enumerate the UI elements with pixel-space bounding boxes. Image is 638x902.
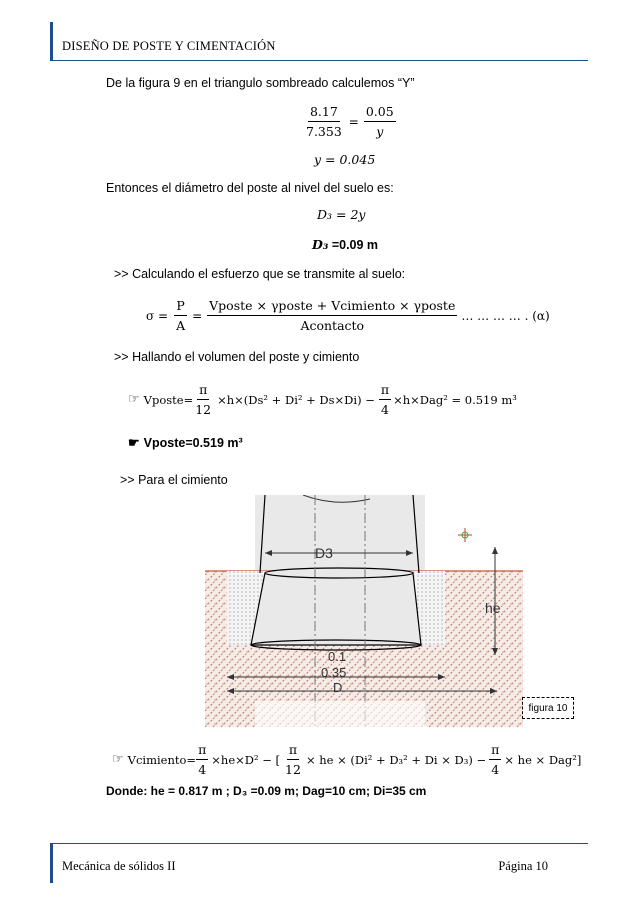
pointing-hand-icon: ☛ xyxy=(128,435,140,450)
fraction-pi-4-second: $\frac{\pi}{4}$ xyxy=(491,742,500,777)
footer-page-number: Página 10 xyxy=(498,859,548,873)
page-header-title: DISEÑO DE POSTE Y CIMENTACIÓN xyxy=(62,39,276,53)
pointing-hand-icon: ☞ xyxy=(112,752,124,767)
header-rule xyxy=(50,60,588,61)
step-volume-text: >> Hallando el volumen del poste y cimiento xyxy=(114,350,360,364)
foundation-figure xyxy=(205,495,523,727)
equation-vcimiento: ☞ Vcimiento= $\frac{\pi}{4}$ ×he×D² − [ $\frac{\pi}{12}$ × he × (Di² + D₃² + Di × D₃) − $\frac{\pi}{4}$ × he × Dag²] xyxy=(112,742,582,777)
pointing-hand-icon: ☞ xyxy=(128,392,140,407)
label-d3: D3 xyxy=(315,545,333,561)
equation-d3-result: D₃ =0.09 m xyxy=(312,237,379,252)
step-foundation-text: >> Para el cimiento xyxy=(120,473,228,487)
label-0-35: 0.35 xyxy=(321,665,347,680)
fraction-pi-12: $\frac{\pi}{12}$ xyxy=(195,382,212,417)
step-stress-text: >> Calculando el esfuerzo que se transmite al suelo: xyxy=(114,267,406,281)
fraction-pi-4: $\frac{\pi}{4}$ xyxy=(198,742,207,777)
equation-y: y = 0.045 xyxy=(314,152,376,167)
header-accent-bar xyxy=(50,22,53,60)
fraction-sigma-main: $\frac{\text{Vposte × γposte + Vcimiento × γposte}}{\text{Acontacto}}$ xyxy=(209,298,456,333)
equation-sigma: σ = $\frac{P}{A}$ = $\frac{\text{Vposte × γposte + Vcimiento × γposte}}{\text{Acontacto}}$ … … … … . (α) xyxy=(146,298,550,333)
equation-d3: D₃ = 2y xyxy=(317,207,366,222)
footer-accent-bar xyxy=(50,843,53,883)
fraction-left: $\frac{8.17}{7.353}$ xyxy=(306,104,342,139)
equation-vposte: ☞ Vposte= $\frac{\pi}{12}$ ×h×(Ds² + Di² + Ds×Di) − $\frac{\pi}{4}$ ×h×Dag² = 0.519 m³ xyxy=(128,382,517,417)
label-he: he xyxy=(485,600,501,616)
equation-ratio: $\frac{8.17}{7.353}$ = $\frac{0.05}{y}$ xyxy=(306,104,394,139)
fraction-right: $\frac{0.05}{y}$ xyxy=(365,104,394,139)
vposte-result: ☛ Vposte=0.519 m³ xyxy=(128,435,243,450)
label-0-1: 0.1 xyxy=(328,649,347,664)
fraction-p-a: $\frac{P}{A}$ xyxy=(176,298,186,333)
footer-course: Mecánica de sólidos II xyxy=(62,859,176,873)
donde-line: Donde: he = 0.817 m ; D₃ =0.09 m; Dag=10 cm; Di=35 cm xyxy=(106,784,427,798)
intro-text: De la figura 9 en el triangulo sombreado calculemos “Y” xyxy=(106,76,415,90)
footer-rule xyxy=(50,843,588,844)
diameter-text: Entonces el diámetro del poste al nivel del suelo es: xyxy=(106,181,394,195)
fraction-pi-4: $\frac{\pi}{4}$ xyxy=(380,382,390,417)
figure-caption: figura 10 xyxy=(522,697,574,719)
label-d: D xyxy=(333,680,343,695)
fraction-pi-12: $\frac{\pi}{12}$ xyxy=(285,742,301,777)
foundation-body xyxy=(251,573,421,645)
